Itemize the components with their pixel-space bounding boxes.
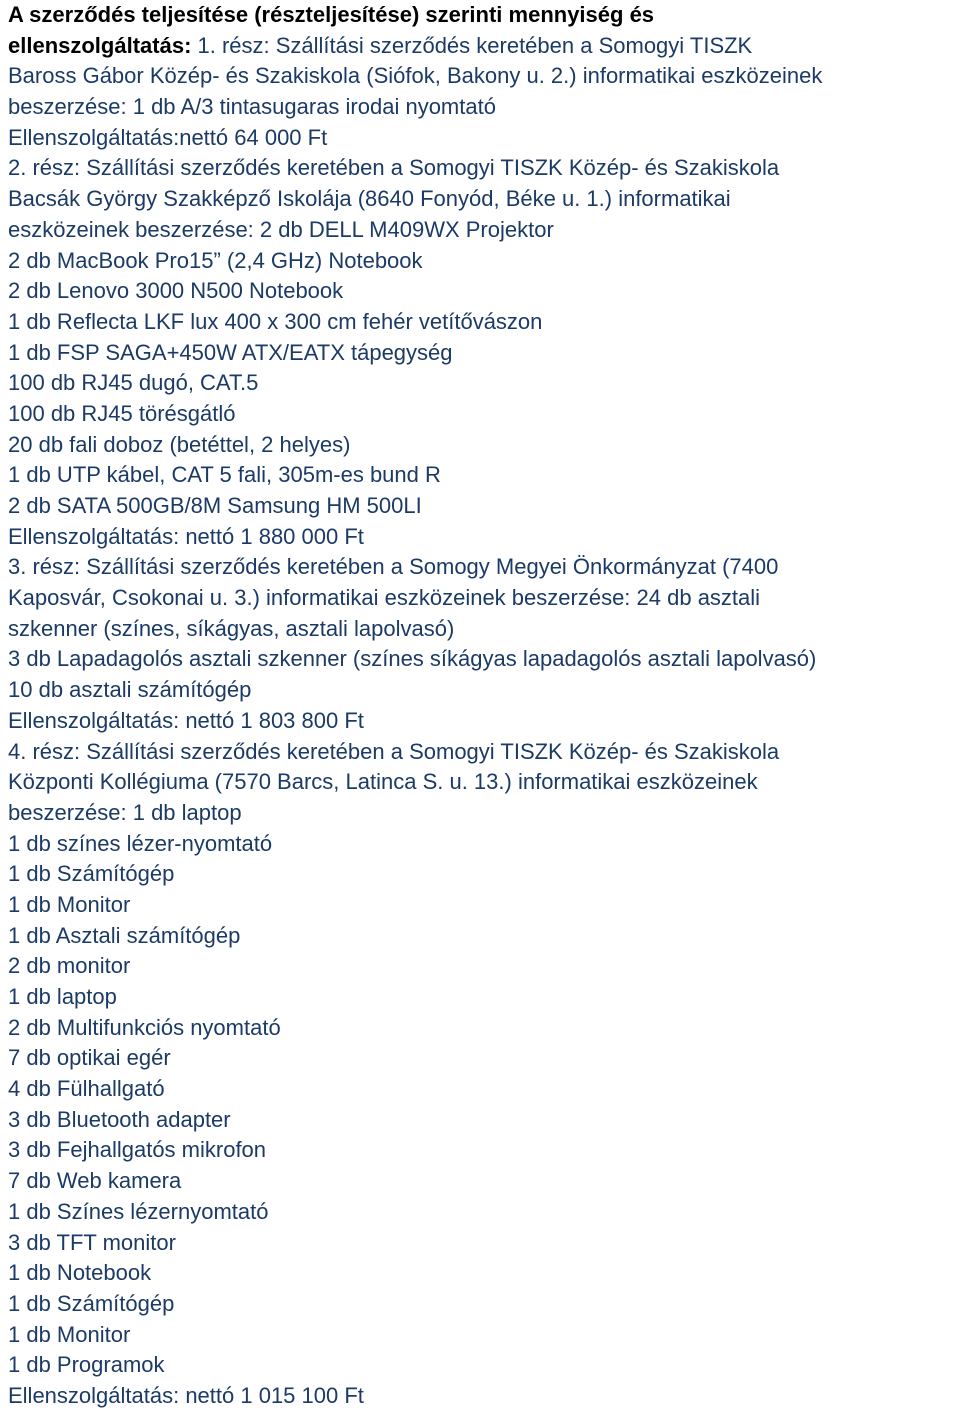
list-item: 4 db Fülhallgató — [8, 1076, 165, 1102]
list-item: 100 db RJ45 törésgátló — [8, 400, 236, 426]
list-item: 1 db laptop — [8, 984, 117, 1009]
list-item: 1 db Notebook — [8, 1260, 152, 1286]
list-item: 1 db Programok — [8, 1352, 165, 1378]
document-heading: A szerződés teljesítése (részteljesítése) szerinti mennyiség és — [8, 2, 655, 27]
list-item: 3 db Lapadagolós asztali szkenner (színes síkágyas lapadagolós asztali lapolvasó) — [8, 646, 817, 672]
list-item: 3 db Fejhallgatós mikrofon — [8, 1137, 267, 1163]
price-line: Ellenszolgáltatás: nettó 1 803 800 Ft — [8, 707, 364, 733]
text-line: Bacsák György Szakképző Iskolája (8640 Fonyód, Béke u. 1.) informatikai — [8, 186, 731, 212]
list-item: 3 db Bluetooth adapter — [8, 1106, 231, 1132]
part-2-title: 2. rész: Szállítási szerződés keretében a Somogyi TISZK Közép- és Szakiskola — [8, 155, 780, 181]
document-body — [8, 0, 956, 1412]
list-item: 20 db fali doboz (betéttel, 2 helyes) — [8, 431, 351, 457]
text-line: Baross Gábor Közép- és Szakiskola (Siófok, Bakony u. 2.) informatikai eszközeinek — [8, 63, 823, 89]
list-item: 2 db Multifunkciós nyomtató — [8, 1014, 281, 1040]
list-item: 2 db monitor — [8, 953, 131, 979]
text-line: beszerzése: 1 db laptop — [8, 799, 242, 825]
part-3-title: 3. rész: Szállítási szerződés keretében a Somogy Megyei Önkormányzat (7400 — [8, 554, 779, 580]
list-item: 3 db TFT monitor — [8, 1229, 176, 1255]
list-item: 7 db optikai egér — [8, 1045, 171, 1071]
list-item: 2 db SATA 500GB/8M Samsung HM 500LI — [8, 493, 422, 518]
list-item: 1 db UTP kábel, CAT 5 fali, 305m-es bund R — [8, 462, 441, 488]
list-item: 2 db MacBook Pro15” (2,4 GHz) Notebook — [8, 247, 423, 273]
price-line: Ellenszolgáltatás: nettó 1 015 100 Ft — [8, 1382, 364, 1408]
list-item: 1 db Monitor — [8, 891, 131, 917]
price-line: Ellenszolgáltatás: nettó 1 880 000 Ft — [8, 523, 364, 549]
list-item: 1 db színes lézer-nyomtató — [8, 830, 273, 856]
list-item: 1 db Reflecta LKF lux 400 x 300 cm fehér vetítővászon — [8, 308, 543, 334]
document-heading-continued: ellenszolgáltatás: — [8, 32, 192, 58]
heading-line — [8, 31, 956, 62]
list-item: 2 db Lenovo 3000 N500 Notebook — [8, 278, 344, 304]
price-line: Ellenszolgáltatás:nettó 64 000 Ft — [8, 124, 328, 150]
list-item: 1 db Számítógép — [8, 1290, 175, 1316]
text-line: Kaposvár, Csokonai u. 3.) informatikai eszközeinek beszerzése: 24 db asztali — [8, 585, 761, 611]
list-item: 1 db Asztali számítógép — [8, 922, 241, 948]
text-line: szkenner (színes, síkágyas, asztali lapolvasó) — [8, 615, 455, 641]
list-item: 7 db Web kamera — [8, 1168, 182, 1194]
text-line: eszközeinek beszerzése: 2 db DELL M409WX Projektor — [8, 216, 554, 242]
list-item: 1 db Számítógép — [8, 861, 175, 887]
list-item: 1 db FSP SAGA+450W ATX/EATX tápegység — [8, 339, 453, 365]
list-item: 10 db asztali számítógép — [8, 677, 252, 703]
heading-line — [8, 0, 956, 31]
part-1-title: 1. rész: Szállítási szerződés keretében a Somogyi TISZK — [191, 32, 753, 58]
list-item: 100 db RJ45 dugó, CAT.5 — [8, 370, 259, 396]
list-item: 1 db Színes lézernyomtató — [8, 1198, 269, 1224]
text-line: Központi Kollégiuma (7570 Barcs, Latinca S. u. 13.) informatikai eszközeinek — [8, 769, 758, 795]
part-4-title: 4. rész: Szállítási szerződés keretében a Somogyi TISZK Közép- és Szakiskola — [8, 738, 780, 764]
list-item: 1 db Monitor — [8, 1321, 131, 1347]
text-line: beszerzése: 1 db A/3 tintasugaras irodai nyomtató — [8, 94, 496, 120]
